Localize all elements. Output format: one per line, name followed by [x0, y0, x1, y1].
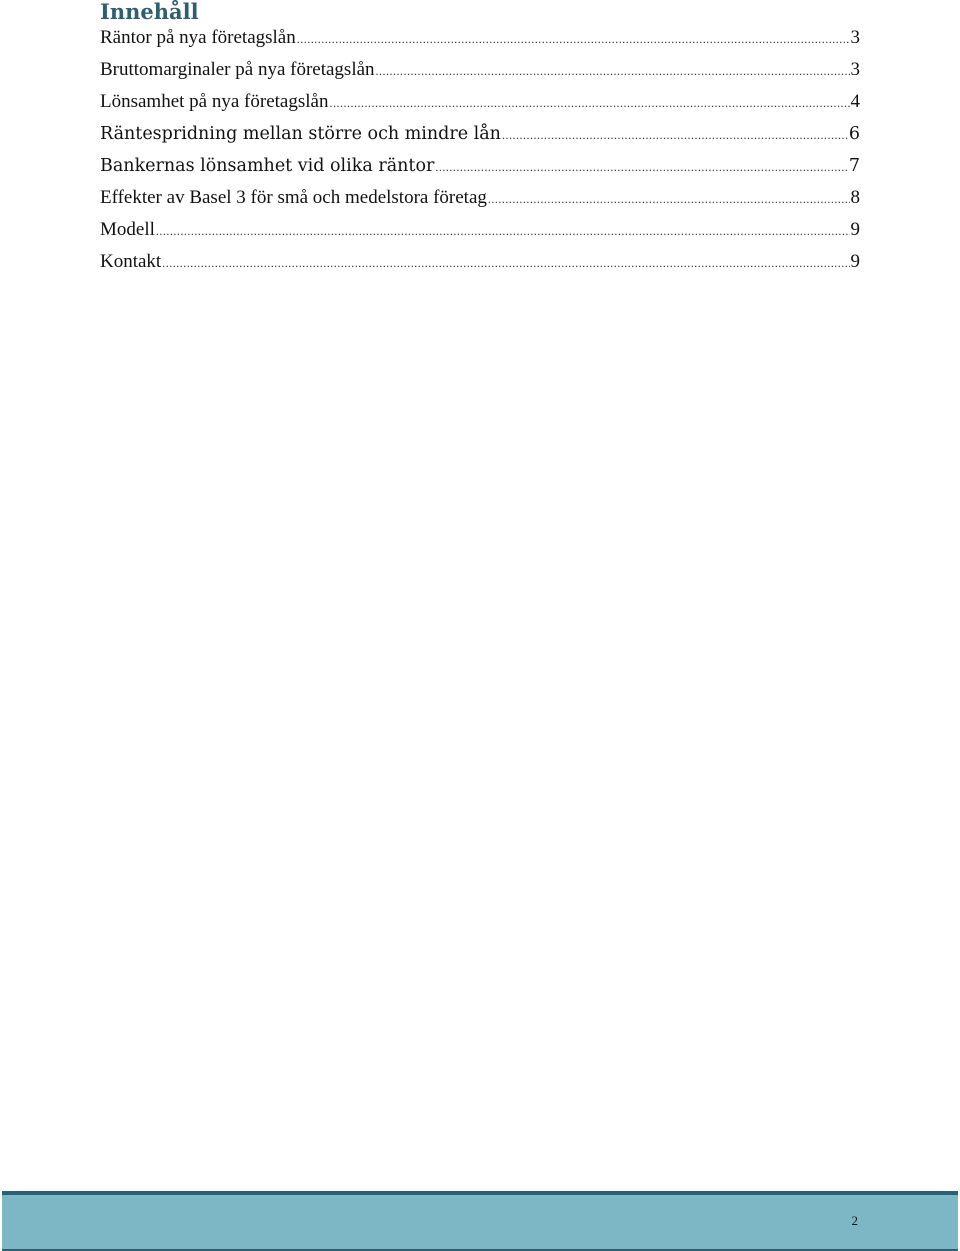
toc-entry-label: Räntespridning mellan större och mindre lån — [100, 124, 501, 144]
dot-leader — [162, 249, 849, 277]
toc-entry[interactable] — [100, 248, 860, 280]
dot-leader — [502, 121, 848, 149]
toc-entry[interactable] — [100, 120, 860, 152]
dot-leader — [329, 89, 849, 117]
toc-entry[interactable] — [100, 184, 860, 216]
dot-leader — [376, 57, 850, 85]
toc-entry[interactable] — [100, 216, 860, 248]
toc-entry-page: 9 — [850, 219, 860, 240]
dot-leader — [435, 153, 848, 181]
toc-entry-label: Räntor på nya företagslån — [100, 27, 296, 48]
toc-entry-page: 6 — [848, 124, 860, 144]
toc-entry[interactable] — [100, 56, 860, 88]
toc-entry-page: 3 — [850, 27, 860, 48]
toc-entry-label: Bruttomarginaler på nya företagslån — [100, 59, 375, 80]
toc-entry-label: Lönsamhet på nya företagslån — [100, 91, 329, 112]
toc-entry-page: 8 — [850, 187, 860, 208]
toc-entry-label: Modell — [100, 219, 155, 240]
toc-entry-page: 3 — [850, 59, 860, 80]
toc-entry[interactable] — [100, 152, 860, 184]
toc-entry-label: Kontakt — [100, 251, 162, 272]
toc-entry-label: Bankernas lönsamhet vid olika räntor — [100, 156, 435, 176]
toc-entry[interactable] — [100, 24, 860, 56]
toc-entry-page: 7 — [848, 156, 860, 176]
toc-entry-label: Effekter av Basel 3 för små och medelstora företag — [100, 187, 487, 208]
dot-leader — [297, 25, 850, 53]
toc-heading: Innehåll — [100, 0, 199, 24]
toc-entry[interactable] — [100, 88, 860, 120]
toc-entry-page: 4 — [850, 91, 860, 112]
table-of-contents — [100, 24, 860, 280]
footer-page-number: 2 — [851, 1213, 858, 1228]
dot-leader — [488, 185, 850, 213]
footer-band — [2, 1191, 958, 1251]
dot-leader — [156, 217, 850, 245]
toc-entry-page: 9 — [850, 251, 860, 272]
